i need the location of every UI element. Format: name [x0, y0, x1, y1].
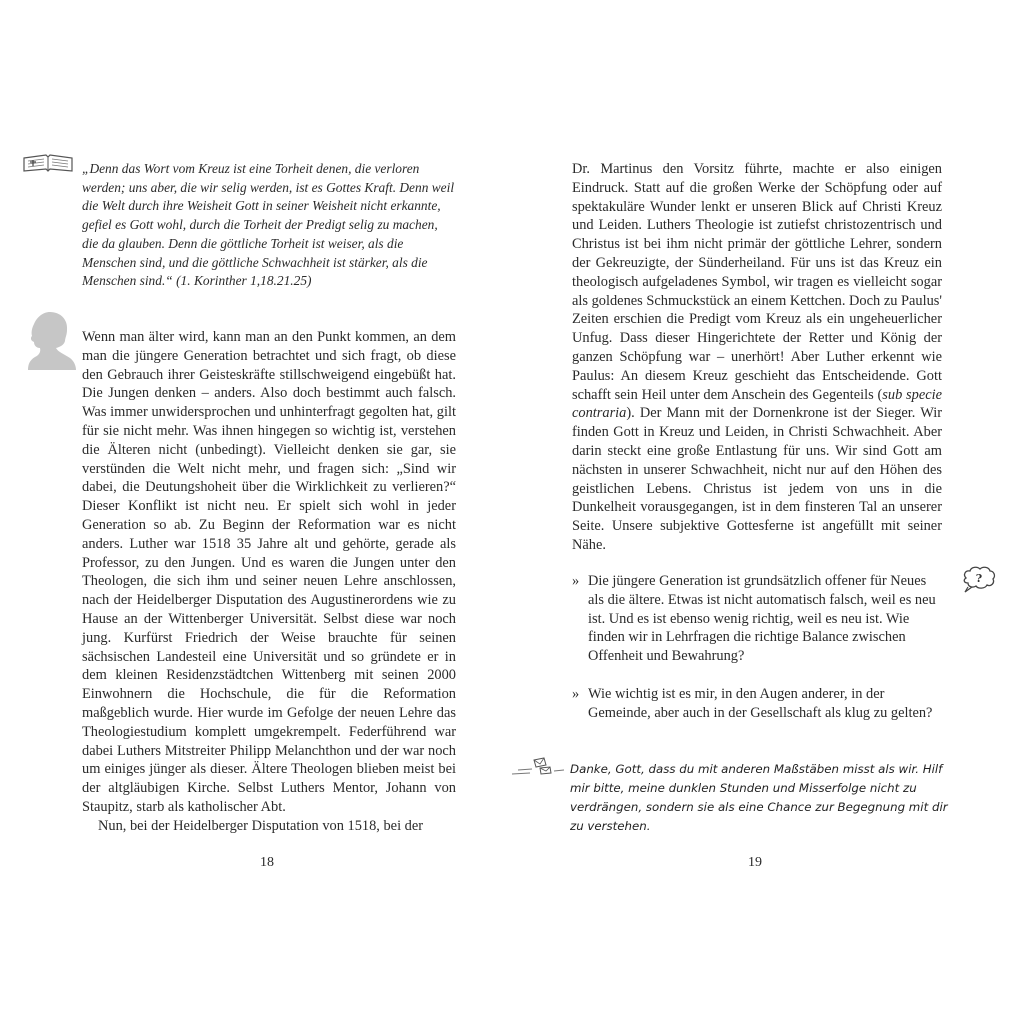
question-item: [572, 572, 942, 666]
bullet-marker: »: [572, 573, 580, 589]
page-number: 18: [260, 855, 274, 870]
page-number: 19: [748, 855, 762, 870]
latin-phrase: sub specie contraria: [572, 386, 942, 422]
paragraph: Wenn man älter wird, kann man an den Punkt kommen, an dem man die jüngere Generation betrachtet und sich fragt, ob diese den Gebrauch ihrer Geisteskräfte stillschweigend eingebüßt hat. Die Jungen denken – anders. Also doch bestimmt auch falsch. Was immer unwidersprochen und unhinterfragt gegolten hat, gilt für sie nicht mehr. Was ihnen hingegen so wichtig ist, verstehen die Älteren nicht (unbedingt). Vielleicht denken sie gar, sie verstünden die Welt nicht mehr, und fragen sich: „Sind wir dabei, die Deutungshoheit über die Wirklichkeit zu verlieren?“ Dieser Konflikt ist nicht neu. Er spielt sich wohl in jeder Generation so ab. Zu Beginn der Reformation war es nicht anders. Luther war 1518 35 Jahre alt und gehörte, gerade als Professor, zu den Jungen. Und es waren die Jungen unter den Theologen, die sich ihm und seiner neuen Lehre anschlossen, nach der Heidelberger Disputation des Augustinerordens wie zu Hause an der Wittenberger Universität. Selbst diese war noch jung. Kurfürst Friedrich der Weise brauchte für seinen sächsischen Landesteil eine Universität und so gründete er in dem kleinen Residenzstädtchen Wittenberg mit seinen 2000 Einwohnern die Hochschule, die für die Reformation maßgeblich wurde. Hier wurde im Gefolge der neuen Lehre das Theologiestudium komplett umgekrempelt. Federführend war dabei Luthers Mitstreiter Philipp Melanchthon und der war noch um einiges jünger als dieser. Ältere Theologen blieben meist bei der altgläubigen Kirche. Selbst Luthers Mentor, Johann von Staupitz, starb als katholischer Abt.: [82, 329, 456, 815]
question-bubble-icon: [960, 566, 996, 594]
svg-text:?: ?: [975, 572, 983, 585]
open-bible-icon: [22, 152, 74, 174]
bible-quote: „Denn das Wort vom Kreuz ist eine Torheit denen, die verloren werden; uns aber, die wir selig werden, ist es Gottes Kraft. Denn weil die Welt durch ihre Weisheit Gott in seiner Weisheit nicht erkannte, gefiel es Gott wohl, durch die Torheit der Predigt selig zu machen, die da glauben. Denn die göttliche Torheit ist weiser, als die Menschen sind, und die göttliche Schwachheit ist stärker, als die Menschen sind.“ (1. Korinther 1,18.21.25): [82, 161, 455, 289]
question-text: Die jüngere Generation ist grundsätzlich offener für Neues als die ältere. Etwas ist nicht automatisch falsch, weil es neu ist. Und es ist ebenso wenig richtig, weil es neu ist. Wie finden wir in Lehrfragen die richtige Balance zwischen Offenheit und Bewahrung?: [588, 573, 936, 665]
prayer-letter-icon: [510, 756, 566, 778]
prayer-text: Danke, Gott, dass du mit anderen Maßstäben misst als wir. Hilf mir bitte, meine dunklen Stunden und Misserfolge nicht zu verdrängen, sondern sie als eine Chance zur Begegnung mit dir zu verstehen.: [570, 762, 948, 833]
paragraph-part: ). Der Mann mit der Dornenkrone ist der Sieger. Wir finden Gott in Kreuz und Leiden, in Christi Schwachheit. Aber darin steckt eine große Entlastung für uns. Wir sind Gott am nächsten in unserer Schwachheit, nicht nur auf den Höhen des geistlichen Lebens. Christus ist jedem von uns in die Dunkelheit vorausgegangen, ist in dem finsteren Tal an unserer Seite. Unsere subjektive Gottesferne ist angefüllt mit seiner Nähe.: [572, 405, 942, 553]
bullet-marker: »: [572, 685, 580, 702]
body-text-right: [572, 160, 942, 555]
body-text-left: [82, 328, 456, 836]
question-item: [572, 685, 942, 723]
luther-silhouette-icon: [20, 308, 76, 370]
reflection-questions: [572, 572, 942, 723]
paragraph: Nun, bei der Heidelberger Disputation von 1518, bei der: [98, 817, 424, 834]
paragraph-part: Dr. Martinus den Vorsitz führte, machte er also einigen Eindruck. Statt auf die großen Werke der Schöpfung oder auf spektakuläre Wunder lenkt er unseren Blick auf Christi Kreuz und Leiden. Luthers Theologie ist zutiefst christozentrisch und Christus ist bei ihm nicht primär der göttliche Lehrer, sondern der Gekreuzigte, der Sünderheiland. Für uns ist das Kreuz ein theologisch aufgeladenes Symbol, wir tragen es vielleicht sogar als goldenes Schmuckstück an einem Kettchen. Doch zu Paulus' Zeiten erschien die Predigt vom Kreuz als ein ungeheuerlicher Unfug. Dass dieser Hingerichtete der Retter und König der ganzen Schöpfung war – unerhört! Aber Luther erkennt wie Paulus: An diesem Kreuz geschieht das Entscheidende. Gott schafft sein Heil unter dem Anschein des Gegenteils (: [572, 161, 942, 403]
question-text: Wie wichtig ist es mir, in den Augen anderer, in der Gemeinde, aber auch in der Gesellschaft als klug zu gelten?: [588, 685, 933, 721]
